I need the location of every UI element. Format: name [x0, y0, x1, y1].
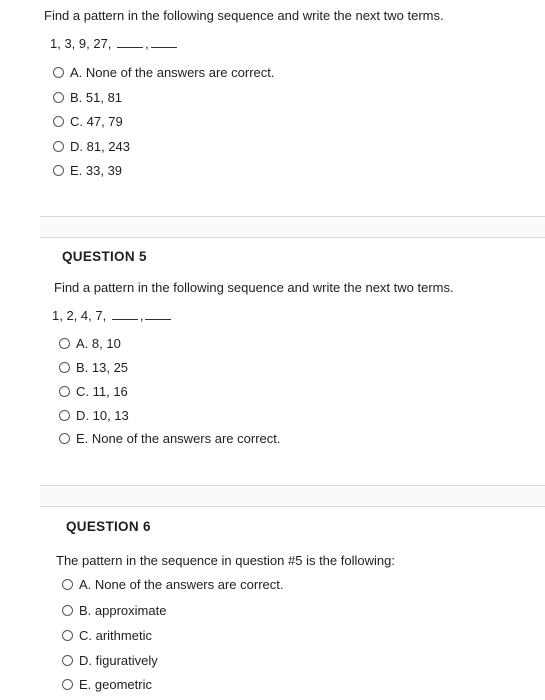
q4-prompt: Find a pattern in the following sequence and write the next two terms.	[44, 8, 444, 23]
q6-option-b[interactable]	[62, 603, 166, 618]
q5-option-b[interactable]	[59, 360, 128, 375]
q4-sequence-text: 1, 3, 9, 27,	[50, 36, 112, 51]
q6-option-e-label: E. geometric	[79, 677, 152, 692]
radio-button[interactable]	[59, 410, 70, 421]
q6-option-a[interactable]	[62, 577, 283, 592]
q6-option-b-label: B. approximate	[79, 603, 167, 618]
radio-button[interactable]	[59, 338, 70, 349]
q6-option-c[interactable]	[62, 628, 152, 643]
q5-blank-2	[145, 319, 171, 320]
q4-option-a-label: A. None of the answers are correct.	[70, 65, 275, 80]
q5-sequence: 1, 2, 4, 7, ,	[52, 308, 173, 323]
radio-button[interactable]	[59, 386, 70, 397]
radio-button[interactable]	[53, 67, 64, 78]
q4-sequence: 1, 3, 9, 27, ,	[50, 36, 179, 51]
radio-button[interactable]	[53, 165, 64, 176]
radio-button[interactable]	[62, 679, 73, 690]
question-divider	[40, 485, 545, 507]
q6-option-d-label: D. figuratively	[79, 653, 158, 668]
q5-sequence-text: 1, 2, 4, 7,	[52, 308, 107, 323]
q5-option-a-label: A. 8, 10	[76, 336, 121, 351]
q4-option-c-label: C. 47, 79	[70, 114, 123, 129]
radio-button[interactable]	[62, 605, 73, 616]
radio-button[interactable]	[59, 433, 70, 444]
question-divider	[40, 216, 545, 238]
q4-option-b-label: B. 51, 81	[70, 90, 123, 105]
radio-button[interactable]	[53, 141, 64, 152]
q4-option-e[interactable]	[53, 163, 122, 178]
q6-option-a-label: A. None of the answers are correct.	[79, 577, 284, 592]
q4-option-d-label: D. 81, 243	[70, 139, 130, 154]
radio-button[interactable]	[53, 116, 64, 127]
radio-button[interactable]	[62, 655, 73, 666]
q5-option-e-label: E. None of the answers are correct.	[76, 431, 281, 446]
q5-option-c[interactable]	[59, 384, 128, 399]
q6-option-d[interactable]	[62, 653, 158, 668]
q5-option-a[interactable]	[59, 336, 121, 351]
q5-prompt: Find a pattern in the following sequence and write the next two terms.	[54, 280, 454, 295]
q4-option-c[interactable]	[53, 114, 123, 129]
q5-option-c-label: C. 11, 16	[76, 384, 128, 399]
q4-blank-1	[117, 47, 143, 48]
q6-option-e[interactable]	[62, 677, 152, 692]
q4-option-d[interactable]	[53, 139, 130, 154]
q4-option-e-label: E. 33, 39	[70, 163, 123, 178]
radio-button[interactable]	[62, 630, 73, 641]
q5-option-b-label: B. 13, 25	[76, 360, 129, 375]
radio-button[interactable]	[59, 362, 70, 373]
q4-option-b[interactable]	[53, 90, 122, 105]
radio-button[interactable]	[53, 92, 64, 103]
q5-option-d[interactable]	[59, 408, 129, 423]
q5-heading: QUESTION 5	[62, 249, 147, 264]
q6-option-c-label: C. arithmetic	[79, 628, 152, 643]
q5-option-e[interactable]	[59, 431, 280, 446]
radio-button[interactable]	[62, 579, 73, 590]
q4-blank-2	[151, 47, 177, 48]
q5-blank-1	[112, 319, 138, 320]
q5-option-d-label: D. 10, 13	[76, 408, 129, 423]
q6-heading: QUESTION 6	[66, 519, 151, 534]
q4-option-a[interactable]	[53, 65, 274, 80]
q6-prompt: The pattern in the sequence in question #5 is the following:	[56, 553, 395, 568]
